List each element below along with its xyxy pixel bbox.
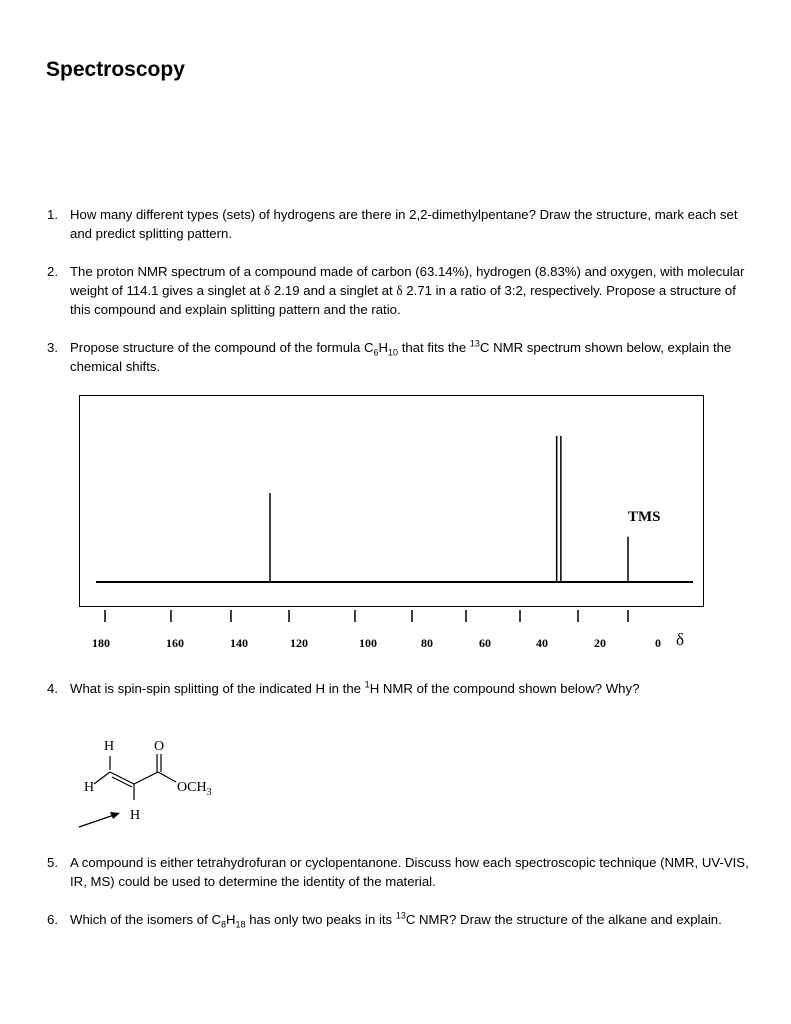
- axis-tick-label: 100: [359, 636, 377, 650]
- question-4: [47, 679, 757, 698]
- arrow-head-icon: [110, 812, 120, 819]
- atom-h-left: H: [84, 780, 95, 795]
- question-text: Which of the isomers of $C_8H_{18}$ has only two peaks in its $^{13}$C NMR? Draw the structure of the alkane and explain.: [70, 910, 722, 930]
- axis-tick-label: 20: [594, 636, 606, 650]
- axis-tick-label: 0: [655, 636, 661, 650]
- atom-h-bottom: H: [130, 808, 141, 823]
- question-number: 5.: [47, 855, 58, 870]
- question-text: The proton NMR spectrum of a compound made of carbon (63.14%), hydrogen (8.83%) and oxygen, with molecular weight of 114.1 gives a singlet at δ 2.19 and a singlet at δ 2.71 in a ratio of 3:2, respectively. Propose a structure of this compound and explain splitting pattern and the ratio.: [70, 264, 745, 317]
- indicator-arrow: [79, 815, 114, 827]
- question-number: 2.: [47, 264, 58, 279]
- question-text: What is spin-spin splitting of the indicated H in the $^1$H NMR of the compound shown below? Why?: [70, 679, 640, 696]
- question-number: 1.: [47, 207, 58, 222]
- question-text: A compound is either tetrahydrofuran or cyclopentanone. Discuss how each spectroscopic technique (NMR, UV-VIS, IR, MS) could be used to determine the identity of the material.: [70, 855, 749, 889]
- atom-o: O: [154, 739, 165, 754]
- atom-h-top: H: [104, 739, 115, 754]
- question-text: How many different types (sets) of hydrogens are there in 2,2-dimethylpentane? Draw the structure, mark each set and predict splitting pattern.: [70, 207, 738, 241]
- tms-label: TMS: [628, 509, 661, 525]
- axis-delta-label: δ: [675, 630, 685, 649]
- axis-tick-label: 60: [479, 636, 491, 650]
- methyl-acrylate-structure: [70, 732, 240, 832]
- question-number: 6.: [47, 912, 58, 927]
- axis-tick-label: 80: [421, 636, 433, 650]
- question-6: [47, 910, 757, 929]
- ester-group: $OCH_3$: [177, 780, 212, 798]
- question-text: Propose structure of the compound of the formula $C_6H_{10}$ that fits the $^{13}$C NMR spectrum shown below, explain the chemical shifts.: [70, 338, 732, 374]
- question-5: [47, 853, 757, 891]
- axis-tick-label: 140: [230, 636, 248, 650]
- axis-tick-label: 160: [166, 636, 184, 650]
- question-number: 3.: [47, 340, 58, 355]
- axis-tick-label: 120: [290, 636, 308, 650]
- axis-tick-label: 40: [536, 636, 548, 650]
- axis-tick-label: 180: [92, 636, 110, 650]
- question-number: 4.: [47, 681, 58, 696]
- page-title: Spectroscopy: [46, 58, 185, 81]
